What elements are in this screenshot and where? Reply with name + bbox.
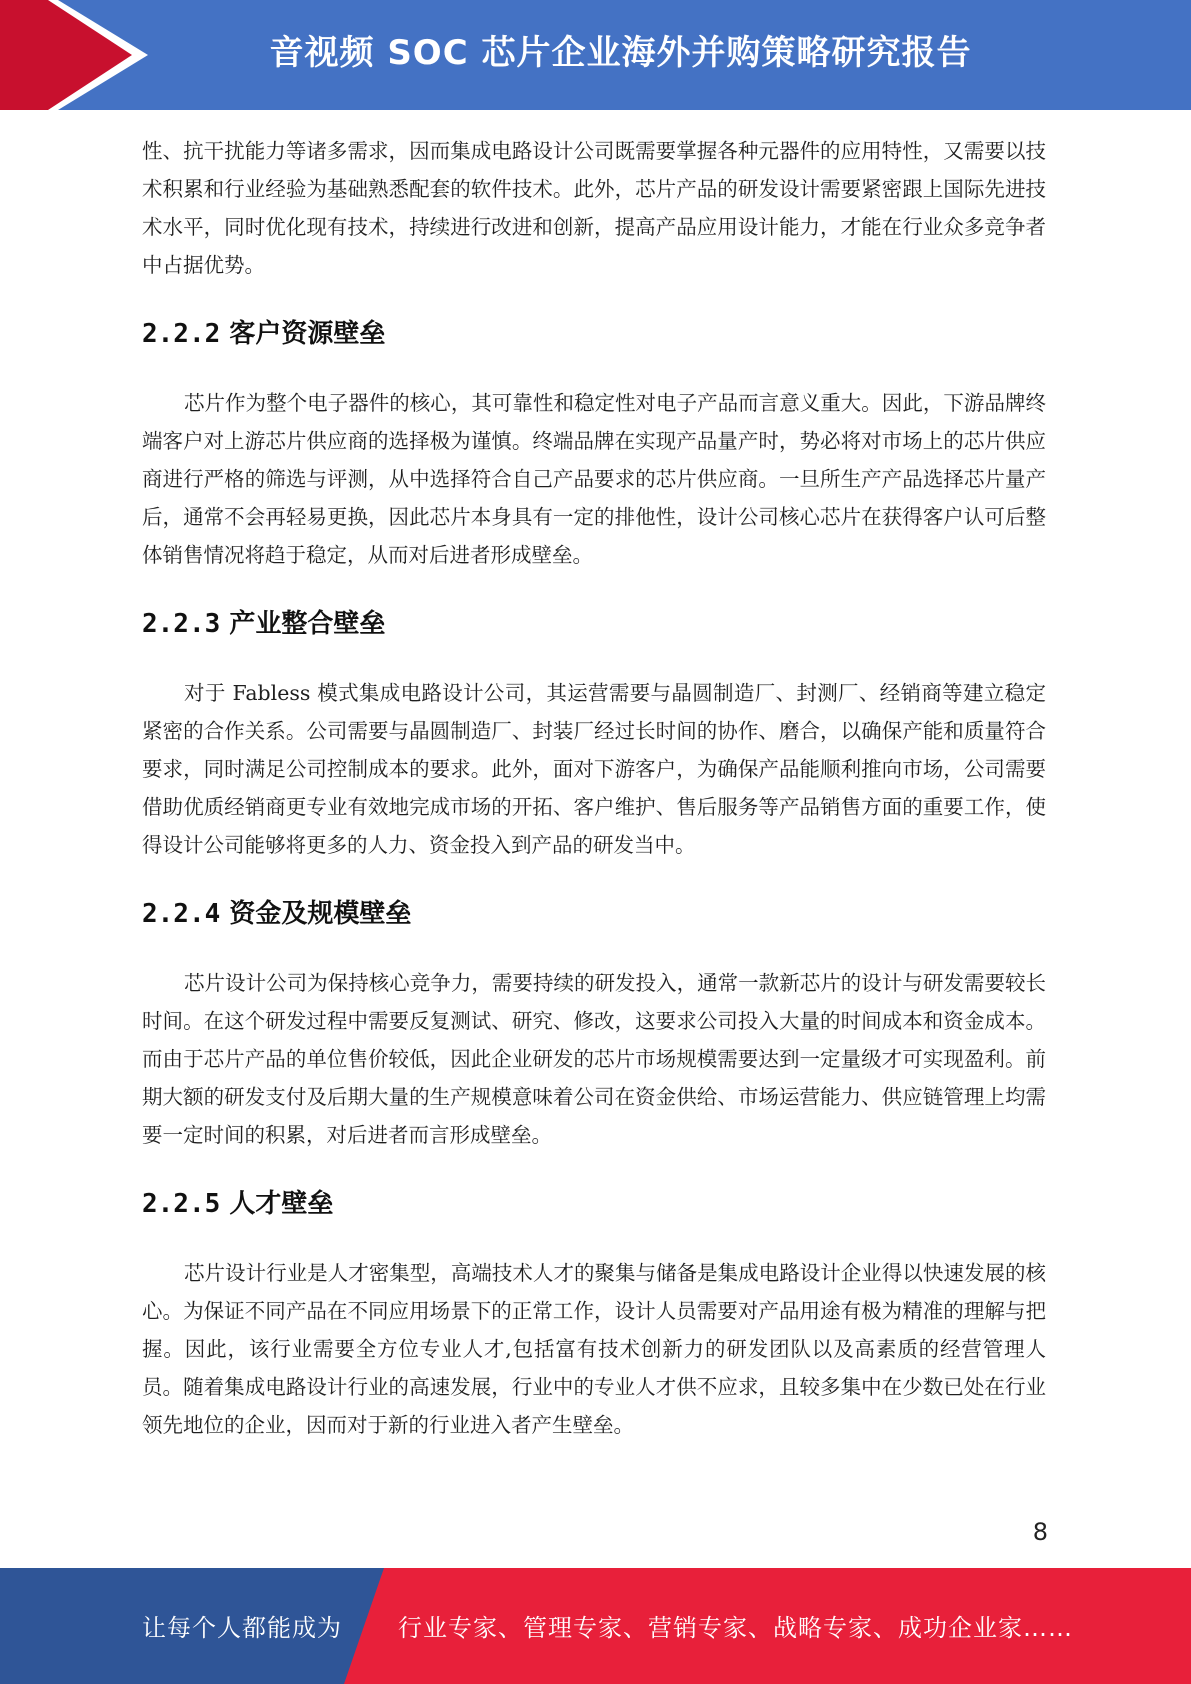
section-number: 2.2.4 [142,899,221,929]
section-paragraph-capital-scale: 芯片设计公司为保持核心竞争力，需要持续的研发投入，通常一款新芯片的设计与研发需要较长时间。在这个研发过程中需要反复测试、研究、修改，这要求公司投入大量的时间成本和资金成本。而由于芯片产品的单位售价较低，因此企业研发的芯片市场规模需要达到一定量级才可实现盈利。前期大额的研发支付及后期大量的生产规模意味着公司在资金供给、市场运营能力、供应链管理上均需要一定时间的积累，对后进者而言形成壁垒。 [142,971,1046,1147]
footer-banner [0,1568,1191,1684]
section-title: 产业整合壁垒 [229,609,386,639]
section-number: 2.2.2 [142,319,221,349]
section-title: 人才壁垒 [229,1189,334,1219]
page-content [142,132,1046,1444]
section-paragraph-talent: 芯片设计行业是人才密集型，高端技术人才的聚集与储备是集成电路设计企业得以快速发展的核心。为保证不同产品在不同应用场景下的正常工作，设计人员需要对产品用途有极为精准的理解与把握。因此，该行业需要全方位专业人才,包括富有技术创新力的研发团队以及高素质的经营管理人员。随着集成电路设计行业的高速发展，行业中的专业人才供不应求，且较多集中在少数已处在行业领先地位的企业，因而对于新的行业进入者产生壁垒。 [142,1261,1046,1437]
section-title: 客户资源壁垒 [229,319,386,349]
section-paragraph-industry-integration: 对于 Fabless 模式集成电路设计公司，其运营需要与晶圆制造厂、封测厂、经销商等建立稳定紧密的合作关系。公司需要与晶圆制造厂、封装厂经过长时间的协作、磨合，以确保产能和质量符合要求，同时满足公司控制成本的要求。此外，面对下游客户，为确保产品能顺利推向市场，公司需要借助优质经销商更专业有效地完成市场的开拓、客户维护、售后服务等产品销售方面的重要工作，使得设计公司能够将更多的人力、资金投入到产品的研发当中。 [142,681,1046,857]
section-heading-capital-scale [142,894,1046,934]
footer-slogan-right: 行业专家、管理专家、营销专家、战略专家、成功企业家…… [398,1614,1073,1642]
section-heading-talent [142,1184,1046,1224]
header-banner [0,0,1191,110]
page-number: 8 [1032,1518,1048,1546]
section-title: 资金及规模壁垒 [229,899,412,929]
footer-slogan-left: 让每个人都能成为 [142,1614,342,1642]
intro-paragraph: 性、抗干扰能力等诸多需求，因而集成电路设计公司既需要掌握各种元器件的应用特性，又需要以技术积累和行业经验为基础熟悉配套的软件技术。此外，芯片产品的研发设计需要紧密跟上国际先进技术水平，同时优化现有技术，持续进行改进和创新，提高产品应用设计能力，才能在行业众多竞争者中占据优势。 [142,139,1046,277]
section-number: 2.2.5 [142,1189,221,1219]
section-heading-customer-resources [142,314,1046,354]
section-heading-industry-integration [142,604,1046,644]
section-paragraph-customer-resources: 芯片作为整个电子器件的核心，其可靠性和稳定性对电子产品而言意义重大。因此，下游品牌终端客户对上游芯片供应商的选择极为谨慎。终端品牌在实现产品量产时，势必将对市场上的芯片供应商进行严格的筛选与评测，从中选择符合自己产品要求的芯片供应商。一旦所生产产品选择芯片量产后，通常不会再轻易更换，因此芯片本身具有一定的排他性，设计公司核心芯片在获得客户认可后整体销售情况将趋于稳定，从而对后进者形成壁垒。 [142,391,1046,567]
section-number: 2.2.3 [142,609,221,639]
report-title: 音视频 SOC 芯片企业海外并购策略研究报告 [269,33,972,73]
